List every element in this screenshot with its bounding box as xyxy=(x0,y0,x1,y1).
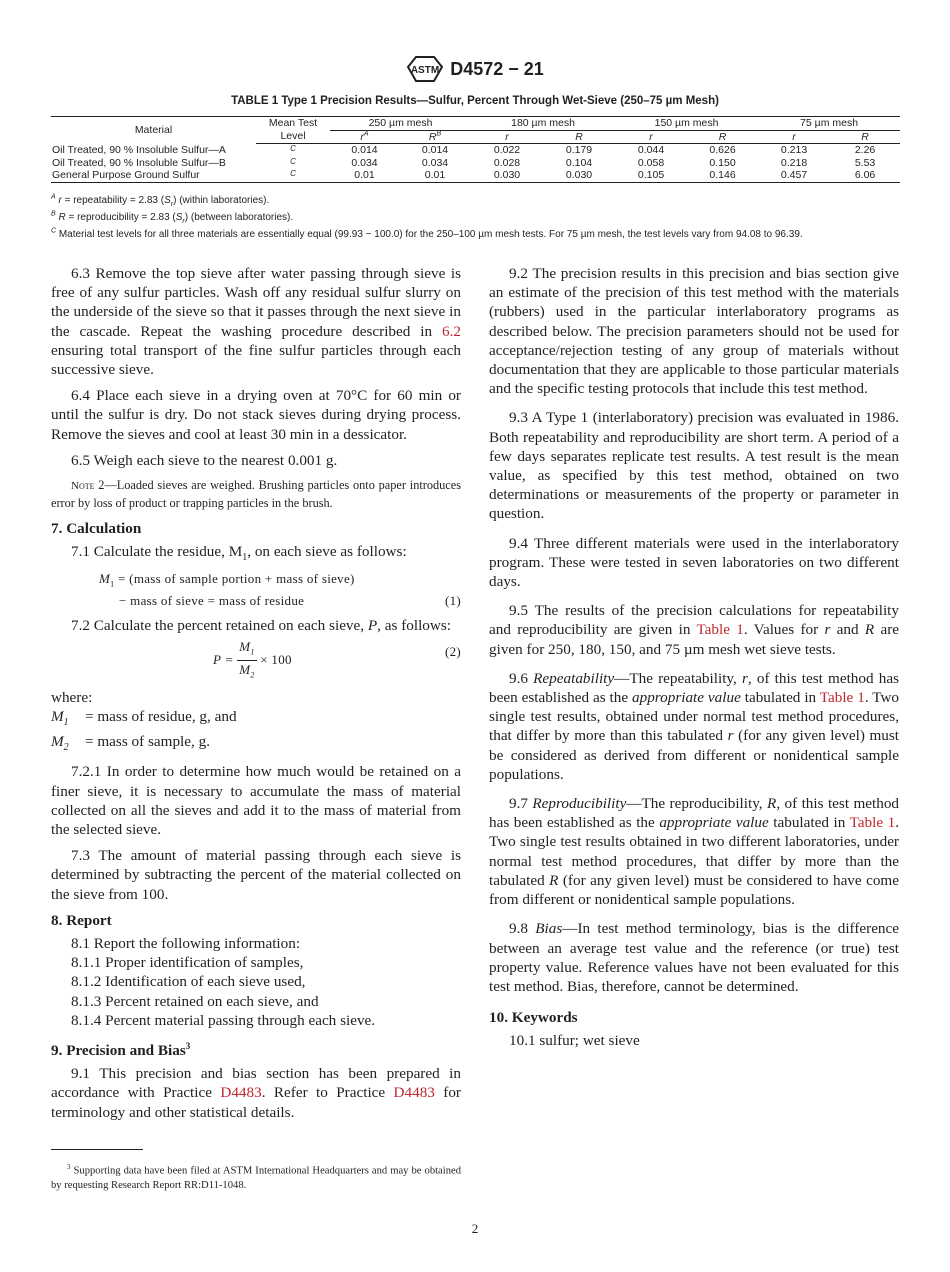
table-subheader: R$^B$ xyxy=(399,130,471,144)
heading-keywords: 10. Keywords xyxy=(489,1009,578,1027)
paragraph-10-1: 10.1 sulfur; wet sieve xyxy=(509,1032,640,1050)
equation-1: $M_1$ = (mass of sample portion + mass of sieve) xyxy=(99,571,355,590)
table-cell: 0.014 xyxy=(421,144,449,156)
section-link[interactable]: 6.2 xyxy=(442,322,461,340)
table-header-level-1: Mean Test xyxy=(256,117,330,131)
paragraph-9-7: 9.7 Reproducibility—The reproducibility, R, of this test method has been established as the appropriate value tabulated in Table 1. Two single test results obtained in two different laboratories, under normal test method procedures, that differ by more than the tabulated R (for any given level) must be considered to have come from different or nonidentical sample populations. xyxy=(489,795,900,909)
practice-link[interactable]: D4483 xyxy=(393,1084,435,1102)
table-cell: 0.01 xyxy=(399,169,471,182)
equation-2: P = $\frac{M_1}{M_2}$ × 100 (2) xyxy=(51,638,461,682)
table-cell-level: C xyxy=(290,156,296,166)
table-cell: 0.179 xyxy=(565,144,593,156)
list-item: 8.1.2 Identification of each sieve used, xyxy=(71,973,306,991)
table-cell: 0.058 xyxy=(637,156,665,169)
table-header-mesh-150: 150 µm mesh xyxy=(615,117,758,131)
list-item: 8.1.1 Proper identification of samples, xyxy=(71,954,304,972)
heading-precision-bias: 9. Precision and Bias$^3$ xyxy=(51,1040,191,1060)
footnote-rule xyxy=(51,1149,143,1150)
table-header-material: Material xyxy=(51,117,256,144)
precision-table xyxy=(51,116,900,183)
paragraph-7-1: 7.1 Calculate the residue, $M_1$, on each sieve as follows: xyxy=(71,543,407,564)
table-cell: 0.01 xyxy=(330,169,399,182)
fraction: $\frac{M_1}{M_2}$ xyxy=(239,638,255,680)
table-cell: 0.626 xyxy=(709,144,736,156)
table-row xyxy=(51,144,900,157)
table-footnote-c: $^C$ Material test levels for all three materials are essentially equal (99.93 − 100.0) for the 250–100 µm mesh tests. For 75 µm mesh, the test levels vary from 94.08 to 96.39. xyxy=(51,227,803,240)
table-header-mesh-180: 180 µm mesh xyxy=(471,117,615,131)
table-header-level-2: Level xyxy=(256,130,330,144)
table-subheader: R xyxy=(687,130,758,144)
table-link[interactable]: Table 1 xyxy=(819,689,865,707)
document-designation: D4572 − 21 xyxy=(450,58,544,79)
table-cell-level: C xyxy=(256,169,330,182)
table-subheader: r xyxy=(471,130,543,144)
table-subheader: r xyxy=(615,130,687,144)
table-cell: 0.104 xyxy=(565,156,593,169)
list-item: 8.1.3 Percent retained on each sieve, and xyxy=(71,992,319,1010)
table-cell: 0.218 xyxy=(780,156,808,169)
note-2: Note 2—Loaded sieves are weighed. Brushing particles onto paper introduces error by loss of product or trapping particles in the brush. xyxy=(51,478,461,511)
table-cell: 0.014 xyxy=(351,144,378,156)
table-cell: 0.030 xyxy=(543,169,615,182)
table-subheader: R xyxy=(830,130,900,144)
paragraph-9-3: 9.3 A Type 1 (interlaboratory) precision was evaluated in 1986. Both repeatability and reproducibility are short term. A period of a few days separates replicate test results. A test result is the mean value, as specified by this test method, obtained on two determinations or measurements of the property or parameter in question. xyxy=(489,409,899,523)
table-cell: 0.030 xyxy=(471,169,543,182)
equation-number: (1) xyxy=(444,593,461,609)
left-column xyxy=(51,264,461,1122)
table-cell: 5.53 xyxy=(854,156,876,169)
table-subheader: r$^A$ xyxy=(330,130,399,144)
paragraph-7-2-1: 7.2.1 In order to determine how much would be retained on a finer sieve, it is necessary to accumulate the mass of material collected on all the sieves and add it to the mass of material from the selected sieve. xyxy=(51,763,461,838)
table-cell: 0.105 xyxy=(615,169,687,182)
table-cell: 0.028 xyxy=(493,156,521,169)
table-cell: 2.26 xyxy=(854,144,876,156)
table-cell: 0.150 xyxy=(709,156,736,169)
paragraph-9-4: 9.4 Three different materials were used in the interlaboratory program. These were tested in seven laboratories on two different days. xyxy=(489,534,899,591)
table-footnote-a: $^A$ r = repeatability = 2.83 $(S_r)$ (within laboratories). xyxy=(51,193,270,208)
right-column xyxy=(489,264,899,1051)
table-cell-material: Oil Treated, 90 % Insoluble Sulfur—B xyxy=(52,156,226,169)
page-number: 2 xyxy=(471,1221,479,1236)
table-link[interactable]: Table 1 xyxy=(849,814,896,832)
table-row xyxy=(51,157,900,170)
page-header xyxy=(0,55,950,83)
table-row xyxy=(51,169,900,182)
list-item: 8.1 Report the following information: xyxy=(71,934,301,952)
paragraph-7-2: 7.2 Calculate the percent retained on each sieve, P, as follows: xyxy=(71,617,451,635)
paragraph-6-4: 6.4 Place each sieve in a drying oven at 70°C for 60 min or until the sulfur is dry. Do not stack sieves during drying process. Remove the sieves and cool at least 30 min in a dessicator. xyxy=(51,387,461,443)
table-header-mesh-250: 250 µm mesh xyxy=(330,117,471,131)
heading-calculation: 7. Calculation xyxy=(51,520,142,538)
table-cell: 0.146 xyxy=(687,169,758,182)
table-footnotes xyxy=(51,194,911,241)
table-link[interactable]: Table 1 xyxy=(696,621,744,639)
table-cell-level: C xyxy=(290,144,296,153)
paragraph-9-2: 9.2 The precision results in this precision and bias section give an estimate of the precision of this test method with the materials (rubbers) used in the particular interlaboratory programs as described below. The precision parameters should not be used for acceptance/rejection testing of any group of materials without documentation that they are applicable to those particular materials and the specific testing protocols that include this test method. xyxy=(489,265,899,398)
equation-number: (2) xyxy=(444,643,461,659)
heading-report: 8. Report xyxy=(51,911,112,929)
practice-link[interactable]: D4483 xyxy=(220,1084,262,1102)
paragraph-9-5: 9.5 The results of the precision calculations for repeatability and reproducibility are given in Table 1. Values for r and R are given for 250, 180, 150, and 75 µm mesh wet sieve tests. xyxy=(489,602,899,658)
table-subheader: r xyxy=(758,130,830,144)
table-cell: 6.06 xyxy=(830,169,900,182)
paragraph-6-3: 6.3 Remove the top sieve after water passing through sieve is free of any sulfur particles. Wash off any residual sulfur slurry on the underside of the sieve so that it passes through the next sieve in the cascade. Repeat the washing procedure described in 6.2 ensuring total transport of the fine sulfur particles through each successive sieve. xyxy=(51,265,461,379)
definition-m2: $M_2$ = mass of sample, g. xyxy=(51,733,210,754)
table-cell: 0.044 xyxy=(637,144,665,156)
table-cell: 0.022 xyxy=(493,144,521,156)
table-cell: 0.457 xyxy=(758,169,830,182)
table-cell: 0.034 xyxy=(351,156,378,169)
table-title: TABLE 1 Type 1 Precision Results—Sulfur, Percent Through Wet-Sieve (250–75 µm Mesh) xyxy=(231,95,719,107)
table-cell-material: Oil Treated, 90 % Insoluble Sulfur—A xyxy=(52,143,226,156)
table-cell: 0.034 xyxy=(421,156,449,169)
paragraph-9-8: 9.8 Bias—In test method terminology, bias is the difference between an average test value and the reference (or true) test property value. Reference values have not been evaluated for this test method. Bias, therefore, cannot be determined. xyxy=(489,920,900,995)
footnote: $^3$ Supporting data have been filed at ASTM International Headquarters and may be obtained by requesting Research Report RR:D11-1048. xyxy=(51,1163,461,1191)
list-item: 8.1.4 Percent material passing through each sieve. xyxy=(71,1011,376,1029)
definition-m1: $M_1$ = mass of residue, g, and xyxy=(51,707,237,728)
table-subheader: R xyxy=(543,130,615,144)
astm-logo-icon xyxy=(406,55,444,83)
table-cell-material: General Purpose Ground Sulfur xyxy=(51,169,256,182)
report-list xyxy=(51,934,461,1030)
table-footnote-b: $^B$ R = reproducibility = 2.83 $(S_r)$ (between laboratories). xyxy=(51,210,294,225)
paragraph-6-5: 6.5 Weigh each sieve to the nearest 0.001 g. xyxy=(71,451,338,469)
paragraph-9-6: 9.6 Repeatability—The repeatability, r, of this test method has been established as the appropriate value tabulated in Table 1. Two single test results, obtained under normal test method procedures, that differ by more than this tabulated r (for any given level) must be considered as derived from different or nonidentical sample populations. xyxy=(489,669,900,783)
where-label: where: xyxy=(51,688,93,706)
paragraph-7-3: 7.3 The amount of material passing through each sieve is determined by subtracting the percent of the material collected on the sieve from 100. xyxy=(51,847,461,903)
table-header-mesh-75: 75 µm mesh xyxy=(758,117,900,131)
equation-1-cont: − mass of sieve = mass of residue (1) xyxy=(51,591,461,613)
svg-text:ASTM: ASTM xyxy=(411,65,440,76)
table-cell: 0.213 xyxy=(780,144,808,156)
paragraph-9-1: 9.1 This precision and bias section has been prepared in accordance with Practice D4483. Refer to Practice D4483 for terminology and other statistical details. xyxy=(51,1065,461,1121)
